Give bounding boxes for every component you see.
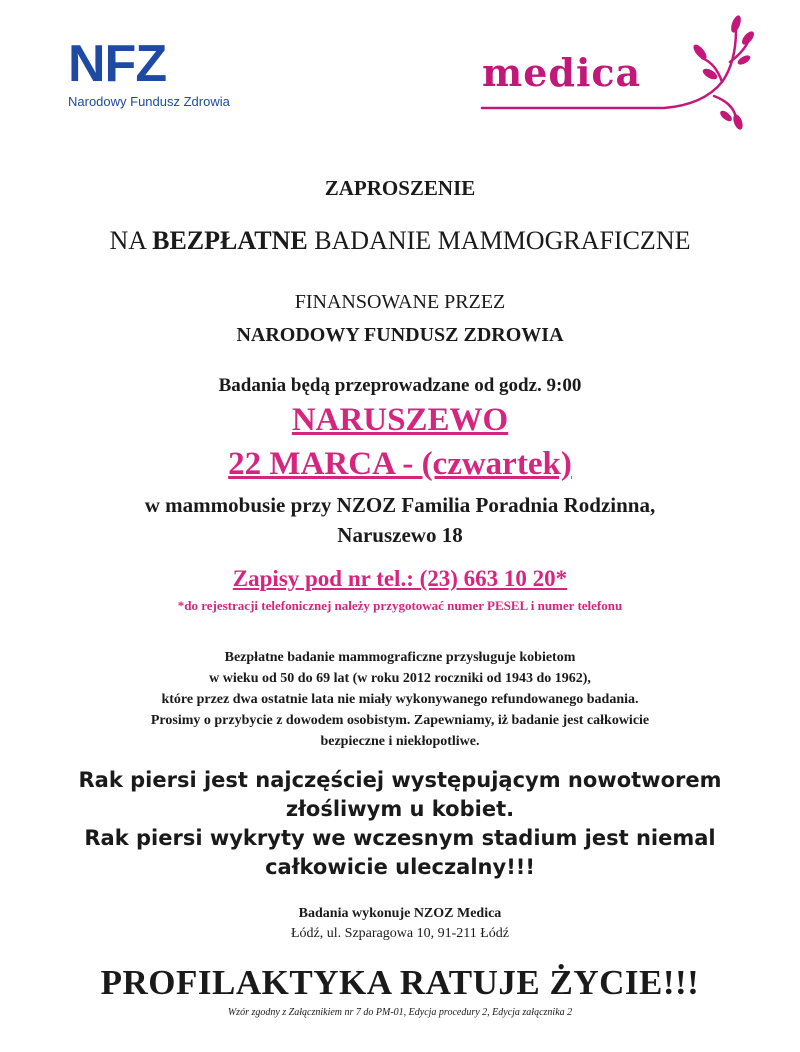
invitation-title: ZAPROSZENIE	[324, 176, 476, 200]
info-line: które przez dwa ostatnie lata nie miały wykonywanego refundowanego badania.	[161, 692, 639, 707]
invitation-subtitle	[0, 226, 800, 256]
event-date: 22 MARCA - (czwartek)	[228, 446, 572, 482]
subtitle-suffix: BADANIE MAMMOGRAFICZNE	[307, 226, 691, 255]
event-hours: Badania będą przeprowadzane od godz. 9:00	[218, 375, 582, 396]
nfz-logo	[68, 35, 268, 109]
message-line: złośliwym u kobiet.	[285, 797, 515, 821]
registration-phone: Zapisy pod nr tel.: (23) 663 10 20*	[232, 566, 568, 591]
nfz-logo-name: Narodowy Fundusz Zdrowia	[68, 94, 230, 109]
message-line: Rak piersi wykryty we wczesnym stadium jest niemal	[84, 826, 716, 850]
cancer-message	[0, 766, 800, 882]
event-city: NARUSZEWO	[291, 402, 509, 438]
footer-note: Wzór zgodny z Załącznikiem nr 7 do PM-01, Edycja procedury 2, Edycja załącznika 2	[227, 1007, 573, 1018]
provider-address: Łódź, ul. Szparagowa 10, 91-211 Łódź	[291, 926, 509, 941]
nfz-logo-mark: NFZ	[68, 35, 167, 93]
event-place-line-1: w mammobusie przy NZOZ Familia Poradnia Rodzinna,	[144, 493, 656, 517]
info-line: w wieku od 50 do 69 lat (w roku 2012 roczniki od 1943 do 1962),	[209, 671, 591, 686]
message-line: Rak piersi jest najczęściej występującym nowotworem	[78, 768, 722, 792]
subtitle-prefix: NA	[109, 226, 153, 255]
funding-line-2: NARODOWY FUNDUSZ ZDROWIA	[236, 324, 564, 346]
medica-logo	[474, 10, 764, 140]
event-place-line-2: Naruszewo 18	[337, 523, 463, 547]
message-line: całkowicie uleczalny!!!	[265, 855, 535, 879]
subtitle-bold: BEZPŁATNE	[152, 226, 308, 255]
slogan: PROFILAKTYKA RATUJE ŻYCIE!!!	[100, 963, 700, 1002]
provider-name: Badania wykonuje NZOZ Medica	[298, 906, 502, 921]
info-line: Prosimy o przybycie z dowodem osobistym. Zapewniamy, iż badanie jest całkowicie	[150, 713, 650, 728]
eligibility-info	[0, 647, 800, 752]
registration-note: *do rejestracji telefonicznej należy przygotować numer PESEL i numer telefonu	[177, 598, 623, 613]
info-line: bezpieczne i niekłopotliwe.	[320, 734, 480, 749]
funding-line-1: FINANSOWANE PRZEZ	[294, 291, 506, 313]
medica-logo-text: medica	[482, 50, 642, 95]
info-line: Bezpłatne badanie mammograficzne przysługuje kobietom	[224, 650, 576, 665]
